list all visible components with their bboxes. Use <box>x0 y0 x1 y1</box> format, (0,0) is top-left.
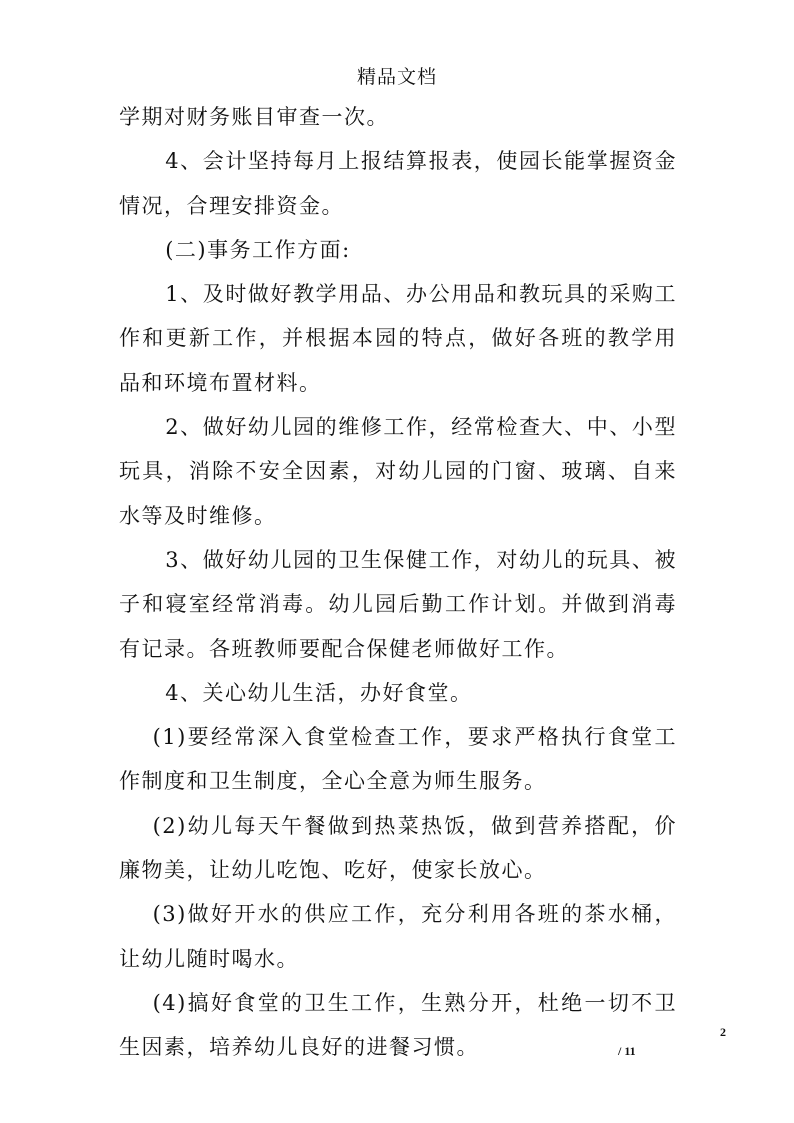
paragraph-item-2-maintenance: 2、做好幼儿园的维修工作，经常检查大、中、小型玩具，消除不安全因素，对幼儿园的门窗、玻璃、自来水等及时维修。 <box>119 415 677 528</box>
paragraph-item-4-accounting: 4、会计坚持每月上报结算报表，使园长能掌握资金情况，合理安排资金。 <box>119 149 677 218</box>
page-number: 2 <box>720 1025 726 1039</box>
page-total: / 11 <box>618 1044 636 1058</box>
paragraph-item-4-canteen: 4、关心幼儿生活，办好食堂。 <box>165 680 473 705</box>
paragraph-sub-2: (2)幼儿每天午餐做到热菜热饭，做到营养搭配，价廉物美，让幼儿吃饱、吃好，使家长放心。 <box>119 813 677 883</box>
paragraph-sub-4: (4)搞好食堂的卫生工作，生熟分开，杜绝一切不卫生因素，培养幼儿良好的进餐习惯。 <box>119 990 677 1060</box>
paragraph-sub-3: (3)做好开水的供应工作，充分利用各班的茶水桶，让幼儿随时喝水。 <box>119 902 677 971</box>
page-header-title: 精品文档 <box>356 66 437 88</box>
section-heading-affairs: (二)事务工作方面: <box>165 237 351 262</box>
paragraph-item-1-purchasing: 1、及时做好教学用品、办公用品和教玩具的采购工作和更新工作，并根据本园的特点，做好各班的教学用品和环境布置材料。 <box>119 282 677 395</box>
paragraph-item-3-hygiene: 3、做好幼儿园的卫生保健工作，对幼儿的玩具、被子和寝室经常消毒。幼儿园后勤工作计划。并做到消毒有记录。各班教师要配合保健老师做好工作。 <box>119 547 677 661</box>
document-body <box>119 95 677 1070</box>
paragraph-sub-1: (1)要经常深入食堂检查工作，要求严格执行食堂工作制度和卫生制度，全心全意为师生服务。 <box>119 725 677 794</box>
paragraph-continuation: 学期对财务账目审查一次。 <box>119 105 389 129</box>
